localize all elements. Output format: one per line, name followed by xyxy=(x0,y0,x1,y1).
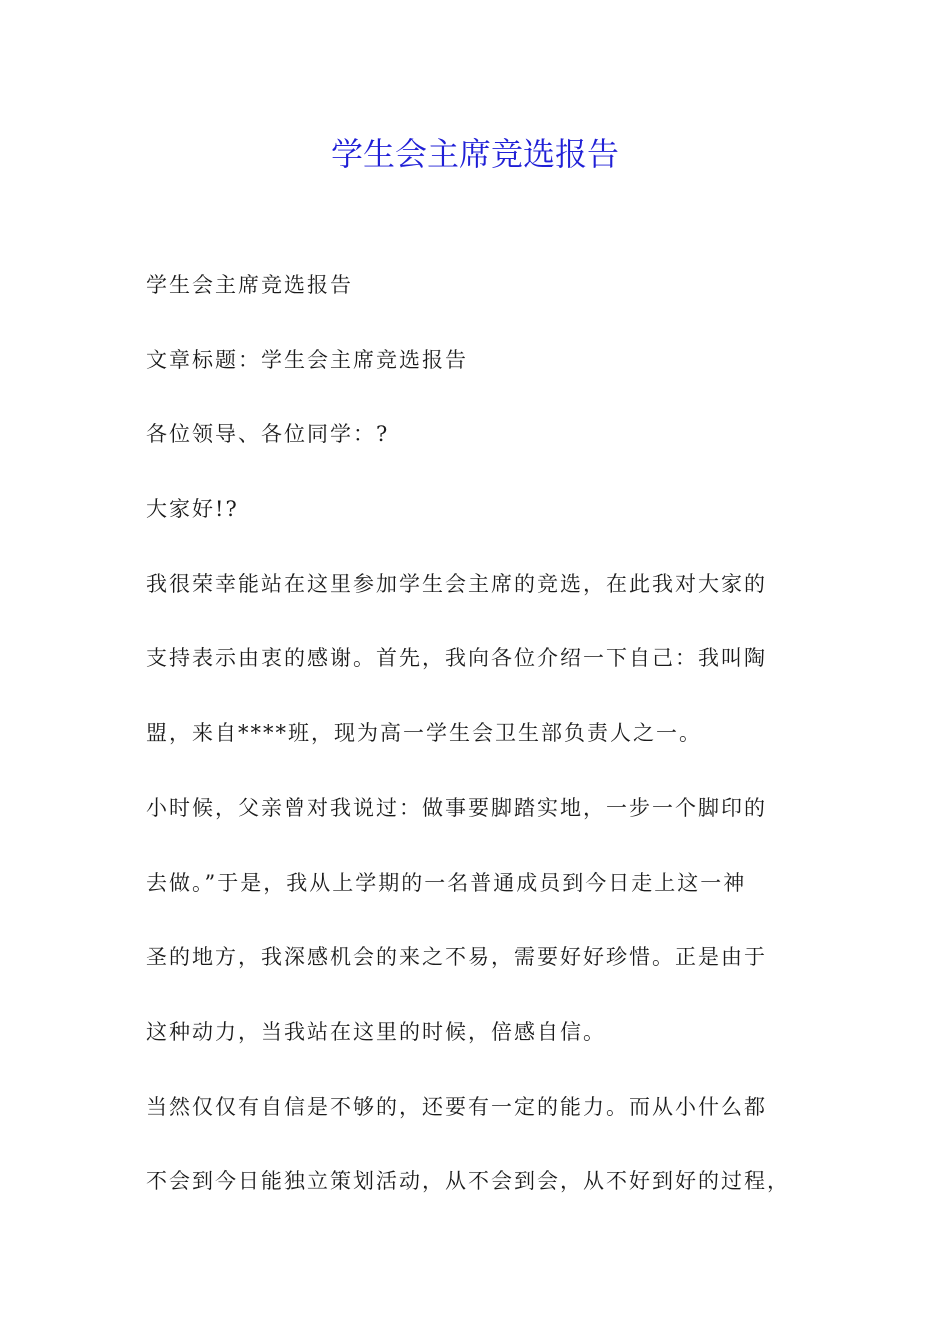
body-line: 当然仅仅有自信是不够的，还要有一定的能力。而从小什么都 xyxy=(146,1094,767,1119)
body-line: 不会到今日能独立策划活动，从不会到会，从不好到好的过程， xyxy=(146,1169,790,1194)
body-line: 我很荣幸能站在这里参加学生会主席的竞选，在此我对大家的 xyxy=(146,571,767,596)
body-line: 支持表示由衷的感谢。首先，我向各位介绍一下自己：我叫陶 xyxy=(146,646,767,671)
body-line: 去做。”于是，我从上学期的一名普通成员到今日走上这一神 xyxy=(146,870,747,895)
body-line: 学生会主席竞选报告 xyxy=(146,273,353,297)
body-line: 大家好!? xyxy=(146,497,239,522)
body-line: 各位领导、各位同学：? xyxy=(146,422,390,447)
body-line: 圣的地方，我深感机会的来之不易，需要好好珍惜。正是由于 xyxy=(146,945,767,970)
body-line: 文章标题：学生会主席竞选报告 xyxy=(146,347,468,372)
document-body xyxy=(146,265,810,1236)
body-line: 盟，来自****班，现为高一学生会卫生部负责人之一。 xyxy=(146,721,702,746)
body-line: 这种动力，当我站在这里的时候，倍感自信。 xyxy=(146,1019,606,1044)
document-title: 学生会主席竞选报告 xyxy=(330,135,619,173)
body-line: 小时候，父亲曾对我说过：做事要脚踏实地，一步一个脚印的 xyxy=(146,795,767,820)
